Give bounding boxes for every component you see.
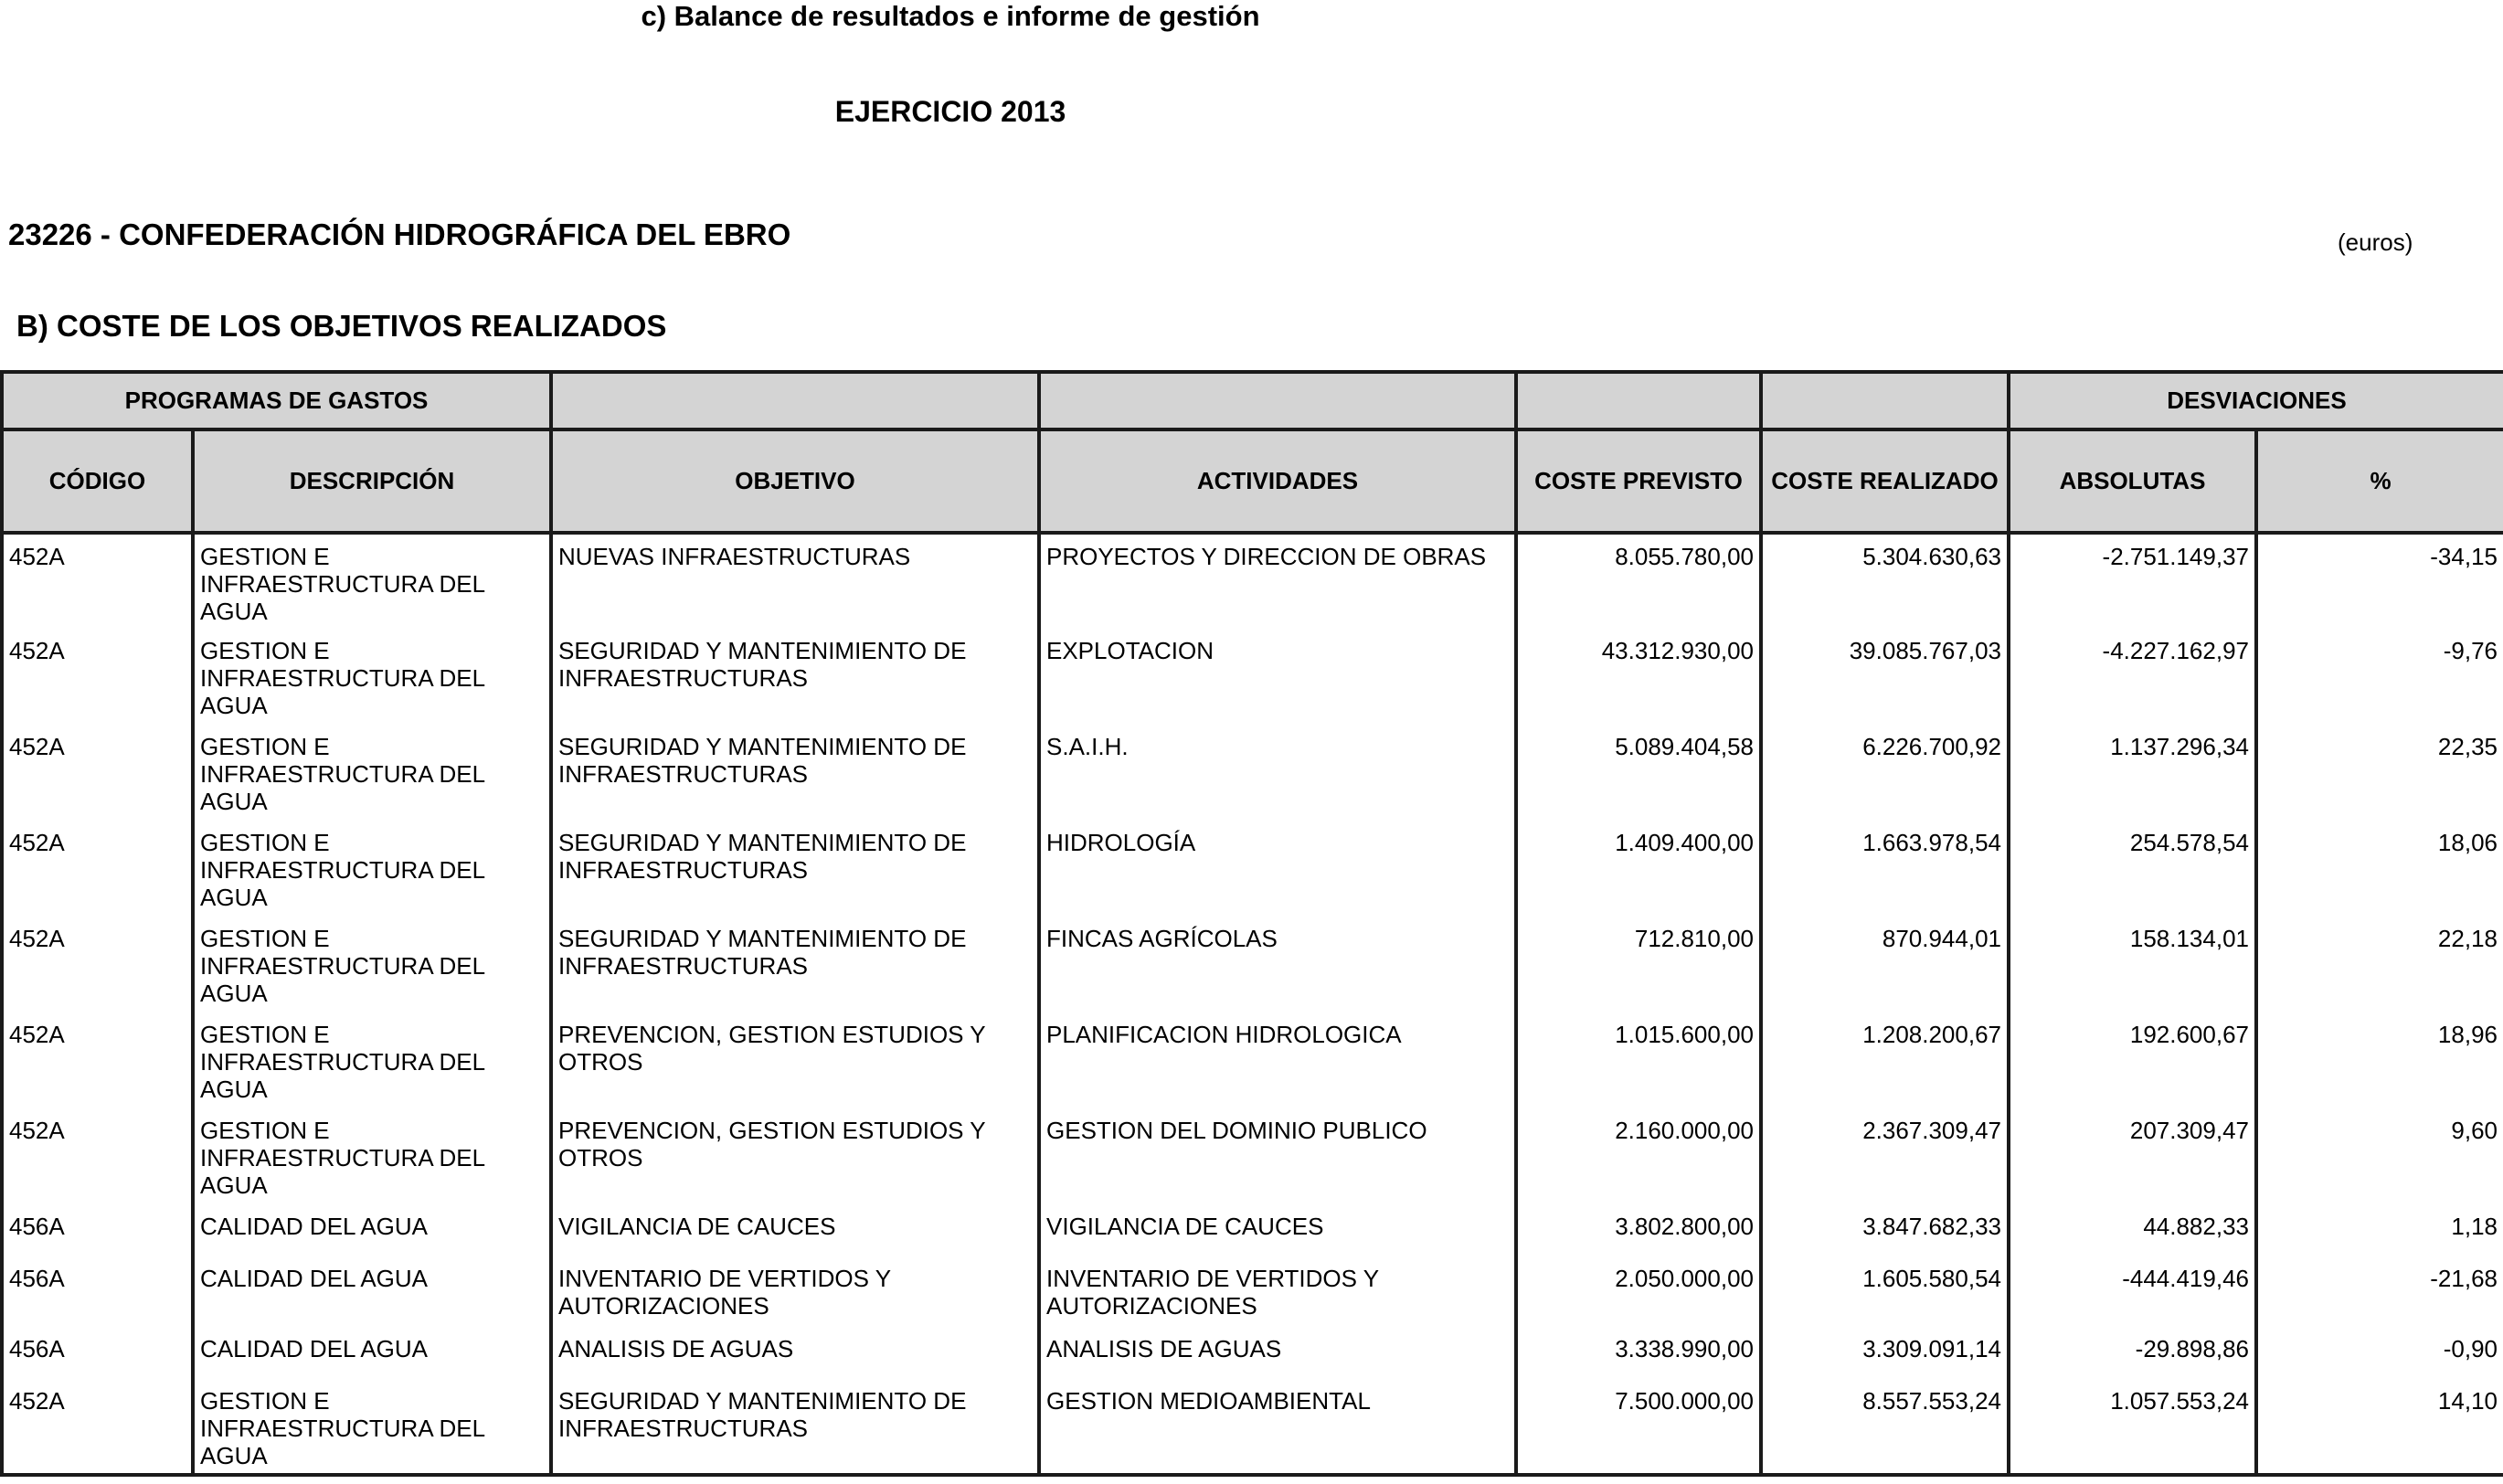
cell-objetivo: SEGURIDAD Y MANTENIMIENTO DE INFRAESTRUCTURAS	[551, 821, 1039, 917]
cell-actividades: EXPLOTACION	[1039, 629, 1516, 725]
cell-objetivo: SEGURIDAD Y MANTENIMIENTO DE INFRAESTRUCTURAS	[551, 629, 1039, 725]
cell-coste-realizado: 870.944,01	[1761, 917, 2009, 1012]
cell-coste-previsto: 3.338.990,00	[1516, 1327, 1761, 1379]
cell-absolutas: -29.898,86	[2009, 1327, 2256, 1379]
cell-pct: 14,10	[2256, 1379, 2503, 1475]
table-row	[2, 1204, 2503, 1256]
cell-coste-previsto: 2.160.000,00	[1516, 1108, 1761, 1204]
column-header-objetivo: OBJETIVO	[551, 429, 1039, 533]
group-header-blank	[1761, 372, 2009, 429]
cell-coste-previsto: 7.500.000,00	[1516, 1379, 1761, 1475]
group-header-row	[2, 372, 2503, 429]
cell-objetivo: NUEVAS INFRAESTRUCTURAS	[551, 533, 1039, 629]
cell-pct: 18,96	[2256, 1012, 2503, 1108]
cell-actividades: S.A.I.H.	[1039, 725, 1516, 821]
cell-actividades: HIDROLOGÍA	[1039, 821, 1516, 917]
cell-codigo: 452A	[2, 533, 193, 629]
cell-actividades: PLANIFICACION HIDROLOGICA	[1039, 1012, 1516, 1108]
cell-objetivo: PREVENCION, GESTION ESTUDIOS Y OTROS	[551, 1108, 1039, 1204]
cell-coste-previsto: 1.409.400,00	[1516, 821, 1761, 917]
table-row	[2, 1327, 2503, 1379]
group-header-programas: PROGRAMAS DE GASTOS	[2, 372, 551, 429]
column-header-codigo: CÓDIGO	[2, 429, 193, 533]
cell-coste-realizado: 1.208.200,67	[1761, 1012, 2009, 1108]
cell-codigo: 452A	[2, 1108, 193, 1204]
table-row	[2, 1108, 2503, 1204]
cell-pct: -9,76	[2256, 629, 2503, 725]
cell-coste-realizado: 1.605.580,54	[1761, 1256, 2009, 1327]
cell-objetivo: INVENTARIO DE VERTIDOS Y AUTORIZACIONES	[551, 1256, 1039, 1327]
cell-coste-realizado: 6.226.700,92	[1761, 725, 2009, 821]
group-header-blank	[1516, 372, 1761, 429]
table-row	[2, 1012, 2503, 1108]
cell-objetivo: SEGURIDAD Y MANTENIMIENTO DE INFRAESTRUCTURAS	[551, 725, 1039, 821]
entity-name: 23226 - CONFEDERACIÓN HIDROGRÁFICA DEL EBRO	[8, 217, 791, 251]
cell-pct: 22,35	[2256, 725, 2503, 821]
table-row	[2, 533, 2503, 629]
cell-coste-previsto: 2.050.000,00	[1516, 1256, 1761, 1327]
cell-actividades: PROYECTOS Y DIRECCION DE OBRAS	[1039, 533, 1516, 629]
cell-codigo: 456A	[2, 1327, 193, 1379]
cell-descripcion: GESTION E INFRAESTRUCTURA DEL AGUA	[193, 1108, 551, 1204]
table-row	[2, 725, 2503, 821]
cell-descripcion: CALIDAD DEL AGUA	[193, 1204, 551, 1256]
cell-coste-realizado: 5.304.630,63	[1761, 533, 2009, 629]
cell-pct: -0,90	[2256, 1327, 2503, 1379]
column-header-row	[2, 429, 2503, 533]
column-header-actividades: ACTIVIDADES	[1039, 429, 1516, 533]
column-header-coste-previsto: COSTE PREVISTO	[1516, 429, 1761, 533]
cell-coste-realizado: 8.557.553,24	[1761, 1379, 2009, 1475]
cell-descripcion: GESTION E INFRAESTRUCTURA DEL AGUA	[193, 917, 551, 1012]
cell-codigo: 452A	[2, 1379, 193, 1475]
table-row	[2, 917, 2503, 1012]
cell-codigo: 452A	[2, 917, 193, 1012]
cell-absolutas: 207.309,47	[2009, 1108, 2256, 1204]
cell-descripcion: CALIDAD DEL AGUA	[193, 1327, 551, 1379]
table-row	[2, 821, 2503, 917]
cell-absolutas: 192.600,67	[2009, 1012, 2256, 1108]
currency-units: (euros)	[2338, 228, 2413, 256]
cell-objetivo: SEGURIDAD Y MANTENIMIENTO DE INFRAESTRUCTURAS	[551, 917, 1039, 1012]
cell-pct: 22,18	[2256, 917, 2503, 1012]
report-title: c) Balance de resultados e informe de gestión	[641, 0, 1260, 32]
column-header-descripcion: DESCRIPCIÓN	[193, 429, 551, 533]
cell-coste-previsto: 8.055.780,00	[1516, 533, 1761, 629]
cell-actividades: GESTION DEL DOMINIO PUBLICO	[1039, 1108, 1516, 1204]
cell-coste-previsto: 5.089.404,58	[1516, 725, 1761, 821]
cell-coste-previsto: 3.802.800,00	[1516, 1204, 1761, 1256]
cell-descripcion: GESTION E INFRAESTRUCTURA DEL AGUA	[193, 725, 551, 821]
cell-pct: -21,68	[2256, 1256, 2503, 1327]
cell-coste-previsto: 43.312.930,00	[1516, 629, 1761, 725]
cell-objetivo: ANALISIS DE AGUAS	[551, 1327, 1039, 1379]
cell-actividades: VIGILANCIA DE CAUCES	[1039, 1204, 1516, 1256]
group-header-desviaciones: DESVIACIONES	[2009, 372, 2503, 429]
cell-objetivo: PREVENCION, GESTION ESTUDIOS Y OTROS	[551, 1012, 1039, 1108]
cell-pct: -34,15	[2256, 533, 2503, 629]
cell-objetivo: VIGILANCIA DE CAUCES	[551, 1204, 1039, 1256]
column-header-absolutas: ABSOLUTAS	[2009, 429, 2256, 533]
cell-coste-realizado: 39.085.767,03	[1761, 629, 2009, 725]
group-header-blank	[551, 372, 1039, 429]
cell-coste-realizado: 3.309.091,14	[1761, 1327, 2009, 1379]
cell-absolutas: -444.419,46	[2009, 1256, 2256, 1327]
section-title: B) COSTE DE LOS OBJETIVOS REALIZADOS	[16, 309, 667, 343]
cell-coste-realizado: 3.847.682,33	[1761, 1204, 2009, 1256]
table-row	[2, 1379, 2503, 1475]
cell-descripcion: CALIDAD DEL AGUA	[193, 1256, 551, 1327]
cell-absolutas: 1.057.553,24	[2009, 1379, 2256, 1475]
cell-descripcion: GESTION E INFRAESTRUCTURA DEL AGUA	[193, 821, 551, 917]
group-header-blank	[1039, 372, 1516, 429]
cell-codigo: 452A	[2, 725, 193, 821]
cell-coste-realizado: 2.367.309,47	[1761, 1108, 2009, 1204]
cell-descripcion: GESTION E INFRAESTRUCTURA DEL AGUA	[193, 629, 551, 725]
cell-pct: 9,60	[2256, 1108, 2503, 1204]
cell-actividades: GESTION MEDIOAMBIENTAL	[1039, 1379, 1516, 1475]
cell-descripcion: GESTION E INFRAESTRUCTURA DEL AGUA	[193, 1379, 551, 1475]
costs-table	[0, 370, 2503, 1477]
column-header-coste-realizado: COSTE REALIZADO	[1761, 429, 2009, 533]
cell-codigo: 452A	[2, 821, 193, 917]
cell-descripcion: GESTION E INFRAESTRUCTURA DEL AGUA	[193, 533, 551, 629]
cell-absolutas: -2.751.149,37	[2009, 533, 2256, 629]
column-header-pct: %	[2256, 429, 2503, 533]
cell-actividades: INVENTARIO DE VERTIDOS Y AUTORIZACIONES	[1039, 1256, 1516, 1327]
cell-codigo: 456A	[2, 1204, 193, 1256]
cell-coste-previsto: 1.015.600,00	[1516, 1012, 1761, 1108]
fiscal-year-label: EJERCICIO 2013	[834, 95, 1066, 128]
cell-pct: 18,06	[2256, 821, 2503, 917]
cell-pct: 1,18	[2256, 1204, 2503, 1256]
cell-codigo: 452A	[2, 629, 193, 725]
cell-absolutas: 44.882,33	[2009, 1204, 2256, 1256]
cell-absolutas: 254.578,54	[2009, 821, 2256, 917]
table-row	[2, 629, 2503, 725]
table-body	[2, 533, 2503, 1475]
cell-actividades: FINCAS AGRÍCOLAS	[1039, 917, 1516, 1012]
cell-actividades: ANALISIS DE AGUAS	[1039, 1327, 1516, 1379]
cell-objetivo: SEGURIDAD Y MANTENIMIENTO DE INFRAESTRUCTURAS	[551, 1379, 1039, 1475]
cell-coste-previsto: 712.810,00	[1516, 917, 1761, 1012]
cell-coste-realizado: 1.663.978,54	[1761, 821, 2009, 917]
table-row	[2, 1256, 2503, 1327]
cell-absolutas: 1.137.296,34	[2009, 725, 2256, 821]
cell-codigo: 452A	[2, 1012, 193, 1108]
cell-codigo: 456A	[2, 1256, 193, 1327]
cell-descripcion: GESTION E INFRAESTRUCTURA DEL AGUA	[193, 1012, 551, 1108]
cell-absolutas: 158.134,01	[2009, 917, 2256, 1012]
cell-absolutas: -4.227.162,97	[2009, 629, 2256, 725]
